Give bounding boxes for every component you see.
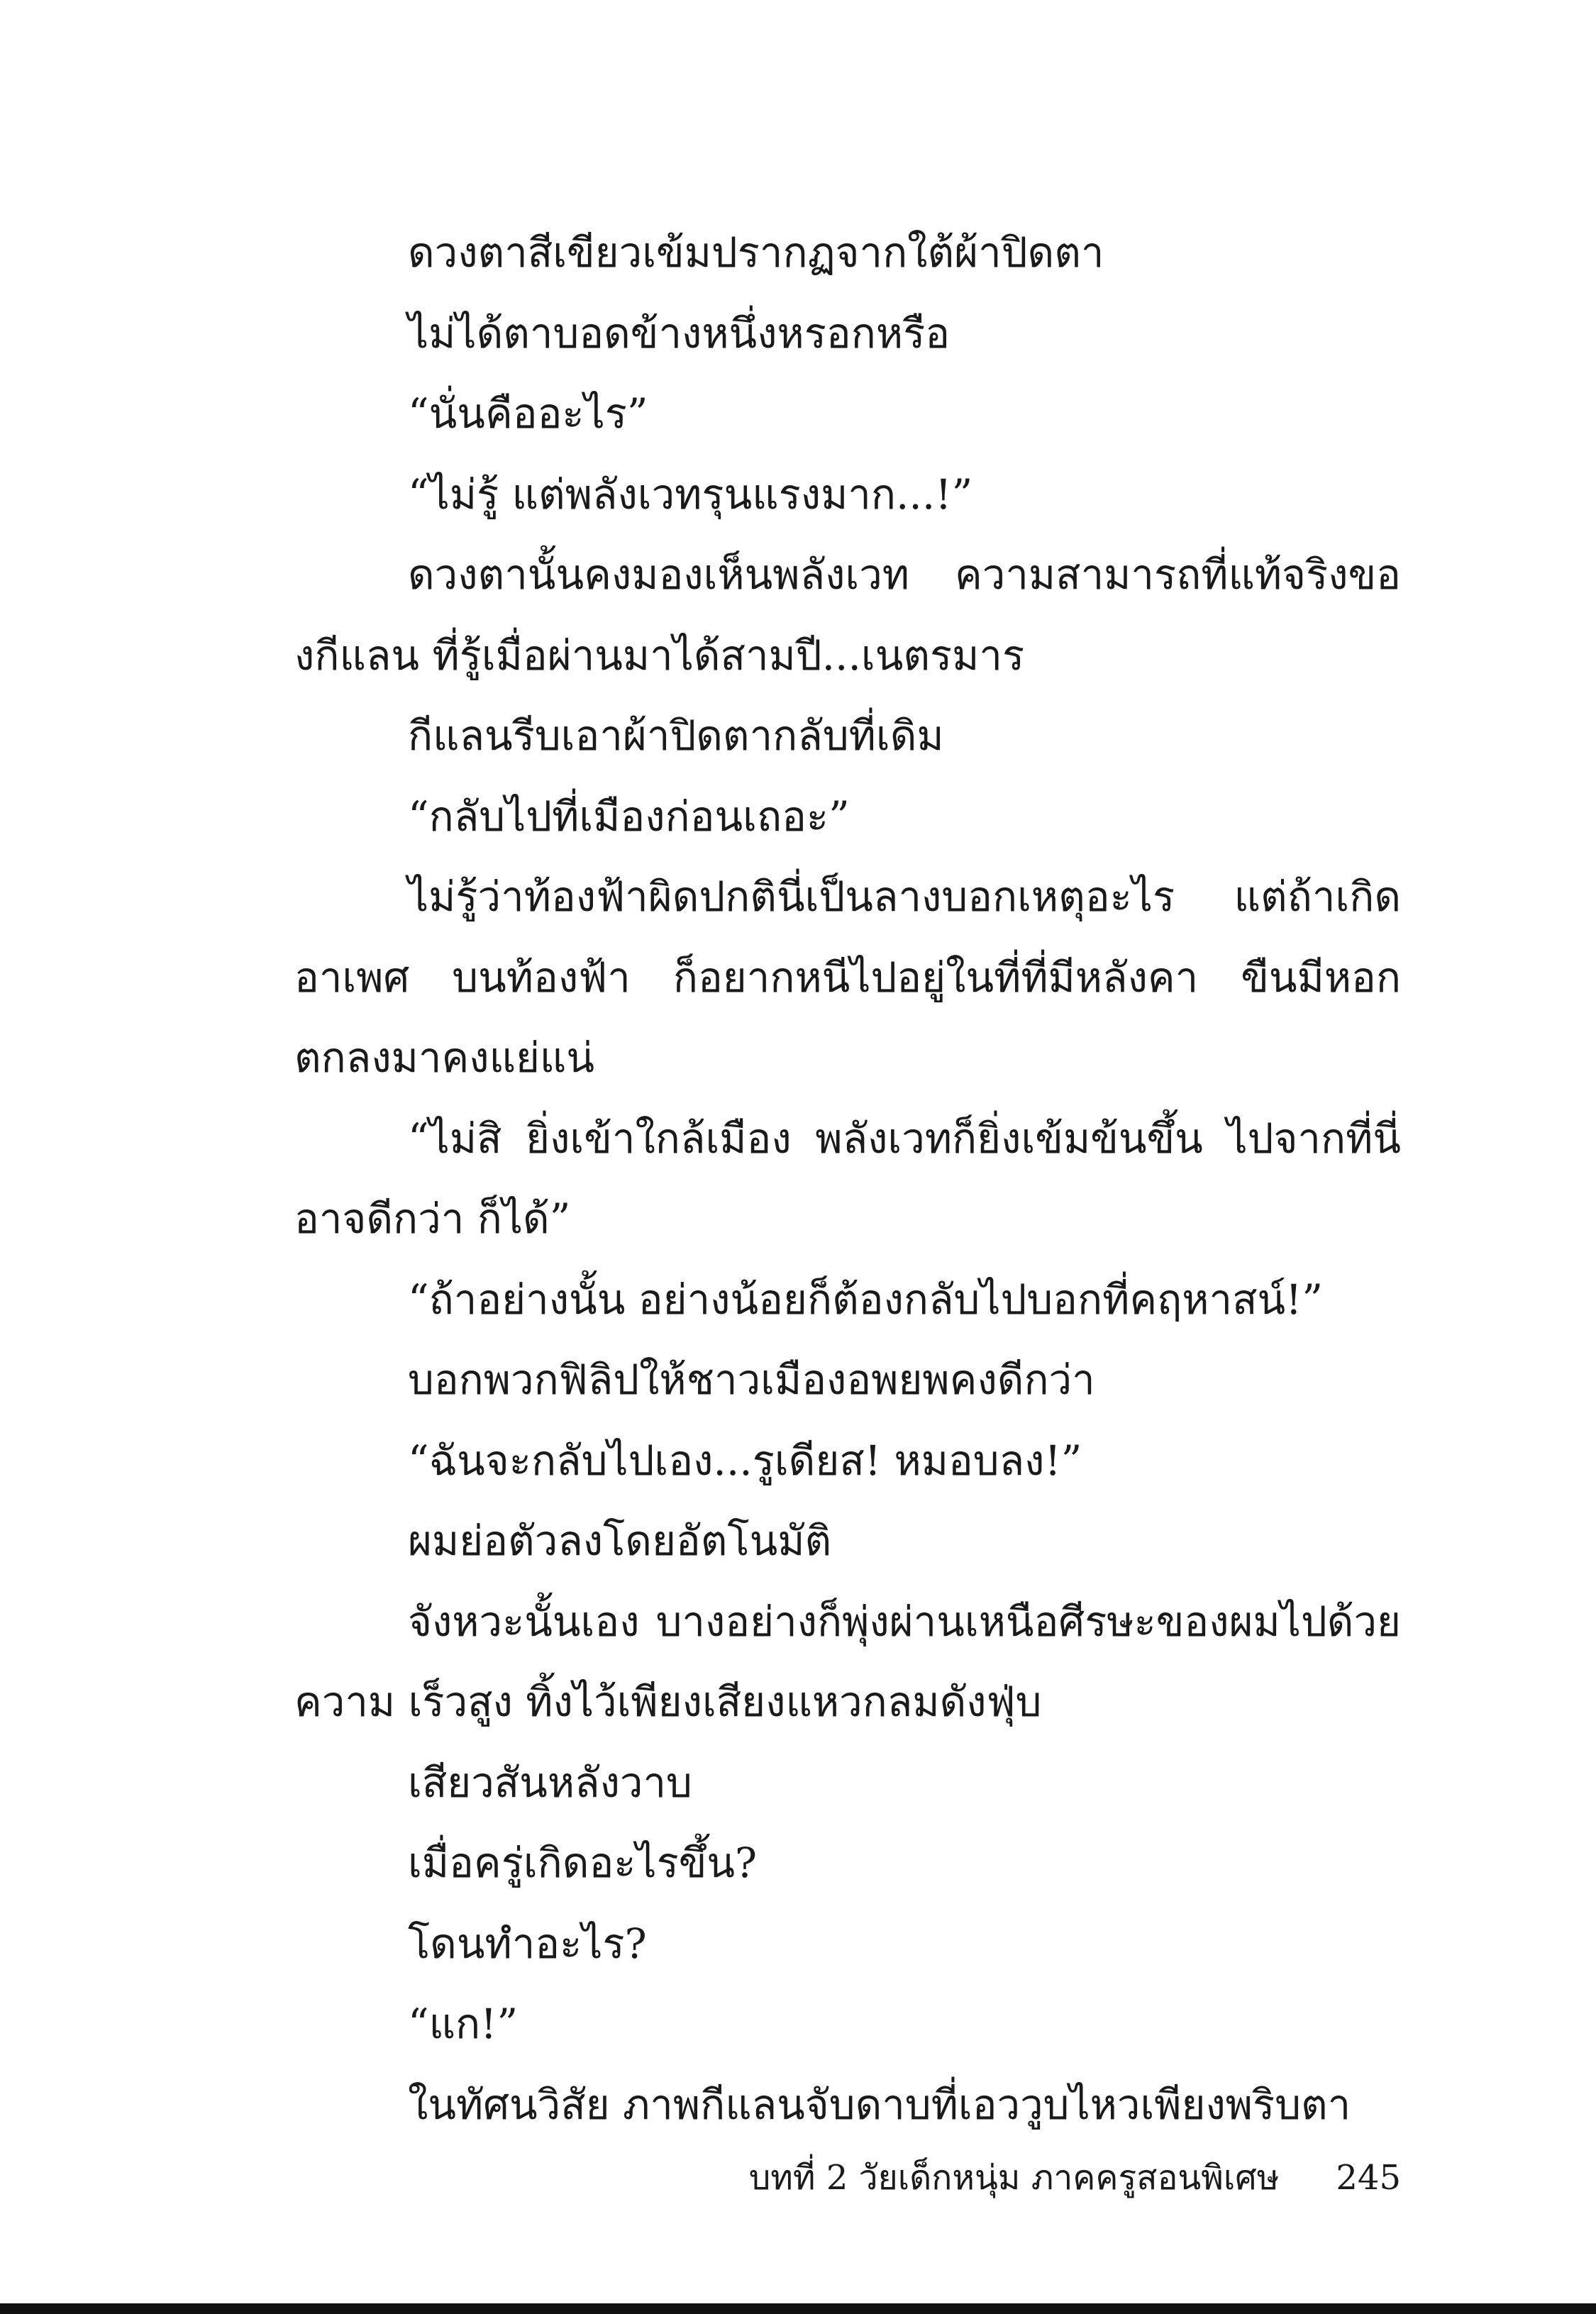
chapter-title: บทที่ 2 วัยเด็กหนุ่ม ภาคครูสอนพิเศษ <box>748 2158 1280 2198</box>
paragraph: ผมย่อตัวลงโดยอัตโนมัติ <box>408 1517 832 1565</box>
paragraph: บอกพวกฟิลิปให้ชาวเมืองอพยพคงดีกว่า <box>408 1356 1095 1404</box>
page-number: 245 <box>1336 2158 1401 2198</box>
paragraph: จังหวะนั้นเอง บางอย่างก็พุ่งผ่านเหนือศีรษะของผมไปด้วยความ เร็วสูง ทิ้งไว้เพียงเสียงแหวกลมดังฟุ่บ <box>294 1597 1401 1726</box>
paragraph: “ไม่สิ ยิ่งเข้าใกล้เมือง พลังเวทก็ยิ่งเข้มข้นขึ้น ไปจากที่นี่อาจดีกว่า ก็ได้” <box>294 1114 1401 1243</box>
bottom-edge-rule <box>0 2303 1596 2314</box>
paragraph: “ไม่รู้ แต่พลังเวทรุนแรงมาก...!” <box>408 470 973 519</box>
running-footer <box>294 2142 1401 2213</box>
paragraph: ไม่ได้ตาบอดข้างหนึ่งหรอกหรือ <box>408 309 951 358</box>
paragraph: “ถ้าอย่างนั้น อย่างน้อยก็ต้องกลับไปบอกที่คฤหาสน์!” <box>408 1275 1324 1324</box>
body-text <box>294 213 1401 2145</box>
paragraph: ไม่รู้ว่าท้องฟ้าผิดปกตินี่เป็นลางบอกเหตุอะไร แต่ถ้าเกิดอาเพศ บนท้องฟ้า ก็อยากหนีไปอยู่ในที่ที่มีหลังคา ขืนมีหอกตกลงมาคงแย่แน่ <box>294 873 1401 1082</box>
paragraph: เสียวสันหลังวาบ <box>408 1758 692 1807</box>
paragraph: “แก!” <box>408 2000 519 2048</box>
paragraph: “นั่นคืออะไร” <box>408 389 648 438</box>
paragraph: ดวงตานั้นคงมองเห็นพลังเวท ความสามารถที่แท้จริงของกีแลน ที่รู้เมื่อผ่านมาได้สามปี...เนตรมาร <box>294 550 1401 680</box>
paragraph: โดนทำอะไร? <box>408 1919 647 1968</box>
paragraph: กีแลนรีบเอาผ้าปิดตากลับที่เดิม <box>408 712 944 760</box>
paragraph: “ฉันจะกลับไปเอง...รูเดียส! หมอบลง!” <box>408 1436 1082 1485</box>
paragraph: “กลับไปที่เมืองก่อนเถอะ” <box>408 792 850 841</box>
paragraph: เมื่อครู่เกิดอะไรขึ้น? <box>408 1839 758 1887</box>
paragraph: ในทัศนวิสัย ภาพกีแลนจับดาบที่เอววูบไหวเพียงพริบตา <box>408 2080 1351 2129</box>
paragraph: ดวงตาสีเขียวเข้มปรากฏจากใต้ผ้าปิดตา <box>408 228 1104 277</box>
